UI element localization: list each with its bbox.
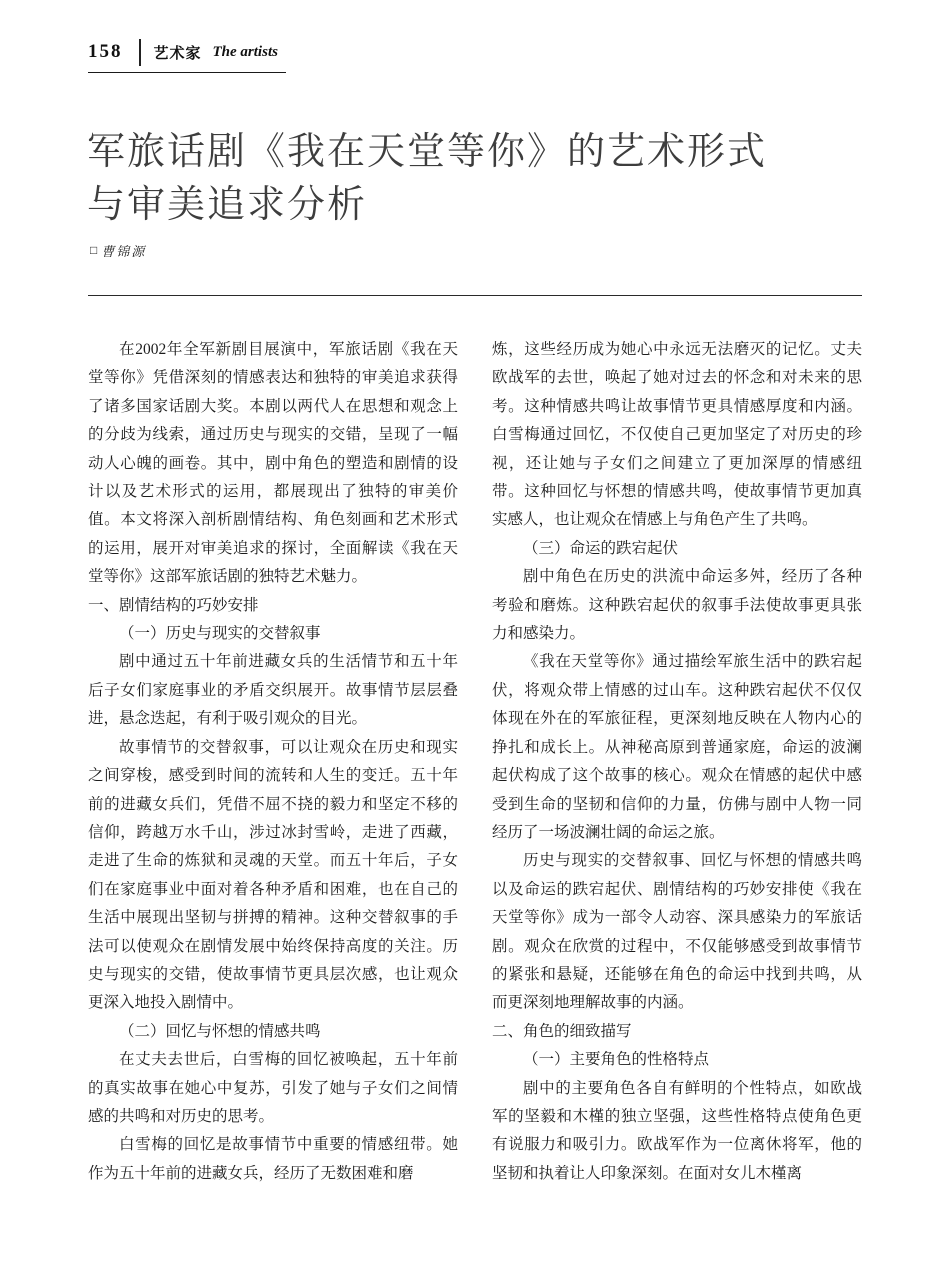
section-title-cn: 艺术家 (153, 45, 202, 62)
paragraph: 剧中角色在历史的洪流中命运多舛，经历了各种考验和磨炼。这种跌宕起伏的叙事手法使故事更具张力和感染力。 (492, 568, 862, 643)
paragraph: 故事情节的交替叙事，可以让观众在历史和现实之间穿梭，感受到时间的流转和人生的变迁。五十年前的进藏女兵们，凭借不屈不挠的毅力和坚定不移的信仰，跨越万水千山，涉过冰封雪岭，走进了西藏，走进了生命的炼狱和灵魂的天堂。而五十年后，子女们在家庭事业中面对着各种矛盾和困难，也在自己的生活中展现出坚韧与拼搏的精神。这种交替叙事的手法可以使观众在剧情发展中始终保持高度的关注。历史与现实的交错，使故事情节更具层次感，也让观众更深入地投入剧情中。 (88, 738, 458, 1012)
header-rule (88, 72, 286, 73)
header-divider (139, 39, 141, 66)
page-number: 158 (88, 41, 123, 62)
section-heading-2: 二、角色的细致描写 (492, 1022, 632, 1040)
article-body (88, 336, 862, 1188)
paragraph: 剧中通过五十年前进藏女兵的生活情节和五十年后子女们家庭事业的矛盾交织展开。故事情节层层叠进，悬念迭起，有利于吸引观众的目光。 (88, 653, 458, 728)
subsection-heading-1-1: （一）历史与现实的交替叙事 (119, 625, 321, 643)
left-column (88, 336, 458, 1188)
subsection-heading-2-1: （一）主要角色的性格特点 (523, 1051, 710, 1069)
article-title (87, 126, 767, 232)
paragraph: 在丈夫去世后，白雪梅的回忆被唤起，五十年前的真实故事在她心中复苏，引发了她与子女们之间情感的共鸣和对历史的思考。 (88, 1051, 458, 1125)
title-rule (88, 295, 862, 296)
section-title-en: The artists (212, 43, 278, 60)
paragraph: 历史与现实的交替叙事、回忆与怀想的情感共鸣以及命运的跌宕起伏、剧情结构的巧妙安排使《我在天堂等你》成为一部令人动容、深具感染力的军旅话剧。观众在欣赏的过程中，不仅能够感受到故事情节的紧张和悬疑，还能够在角色的命运中找到共鸣，从而更深刻地理解故事的内涵。 (492, 852, 862, 1012)
author-name: 曹锦源 (101, 244, 147, 259)
author-line (90, 241, 146, 260)
paragraph-continued: 炼，这些经历成为她心中永远无法磨灭的记忆。丈夫欧战军的去世，唤起了她对过去的怀念和对未来的思考。这种情感共鸣让故事情节更具情感厚度和内涵。白雪梅通过回忆，不仅使自己更加坚定了对历史的珍视，还让她与子女们之间建立了更加深厚的情感纽带。这种回忆与怀想的情感共鸣，使故事情节更加真实感人，也让观众在情感上与角色产生了共鸣。 (492, 341, 862, 529)
paragraph: 剧中的主要角色各自有鲜明的个性特点，如欧战军的坚毅和木槿的独立坚强，这些性格特点使角色更有说服力和吸引力。欧战军作为一位离休将军，他的坚韧和执着让人印象深刻。在面对女儿木槿离 (492, 1079, 862, 1182)
intro-paragraph: 在2002年全军新剧目展演中，军旅话剧《我在天堂等你》凭借深刻的情感表达和独特的审美追求获得了诸多国家话剧大奖。本剧以两代人在思想和观念上的分歧为线索，通过历史与现实的交错，呈现了一幅动人心魄的画卷。其中，剧中角色的塑造和剧情的设计以及艺术形式的运用，都展现出了独特的审美价值。本文将深入剖析剧情结构、角色刻画和艺术形式的运用，展开对审美追求的探讨，全面解读《我在天堂等你》这部军旅话剧的独特艺术魅力。 (88, 341, 458, 586)
paragraph: 白雪梅的回忆是故事情节中重要的情感纽带。她作为五十年前的进藏女兵，经历了无数困难和磨 (88, 1136, 458, 1182)
article-title-line1: 军旅话剧《我在天堂等你》的艺术形式 (87, 131, 768, 173)
subsection-heading-1-3: （三）命运的跌宕起伏 (523, 539, 679, 557)
running-head (88, 38, 278, 66)
article-title-line2: 与审美追求分析 (87, 184, 368, 226)
author-square-icon: □ (90, 243, 98, 257)
subsection-heading-1-2: （二）回忆与怀想的情感共鸣 (119, 1022, 321, 1040)
right-column (492, 336, 862, 1188)
paragraph: 《我在天堂等你》通过描绘军旅生活中的跌宕起伏，将观众带上情感的过山车。这种跌宕起伏不仅仅体现在外在的军旅征程，更深刻地反映在人物内心的挣扎和成长上。从神秘高原到普通家庭，命运的波澜起伏构成了这个故事的核心。观众在情感的起伏中感受到生命的坚韧和信仰的力量，仿佛与剧中人物一同经历了一场波澜壮阔的命运之旅。 (492, 653, 862, 841)
section-heading-1: 一、剧情结构的巧妙安排 (88, 596, 259, 614)
